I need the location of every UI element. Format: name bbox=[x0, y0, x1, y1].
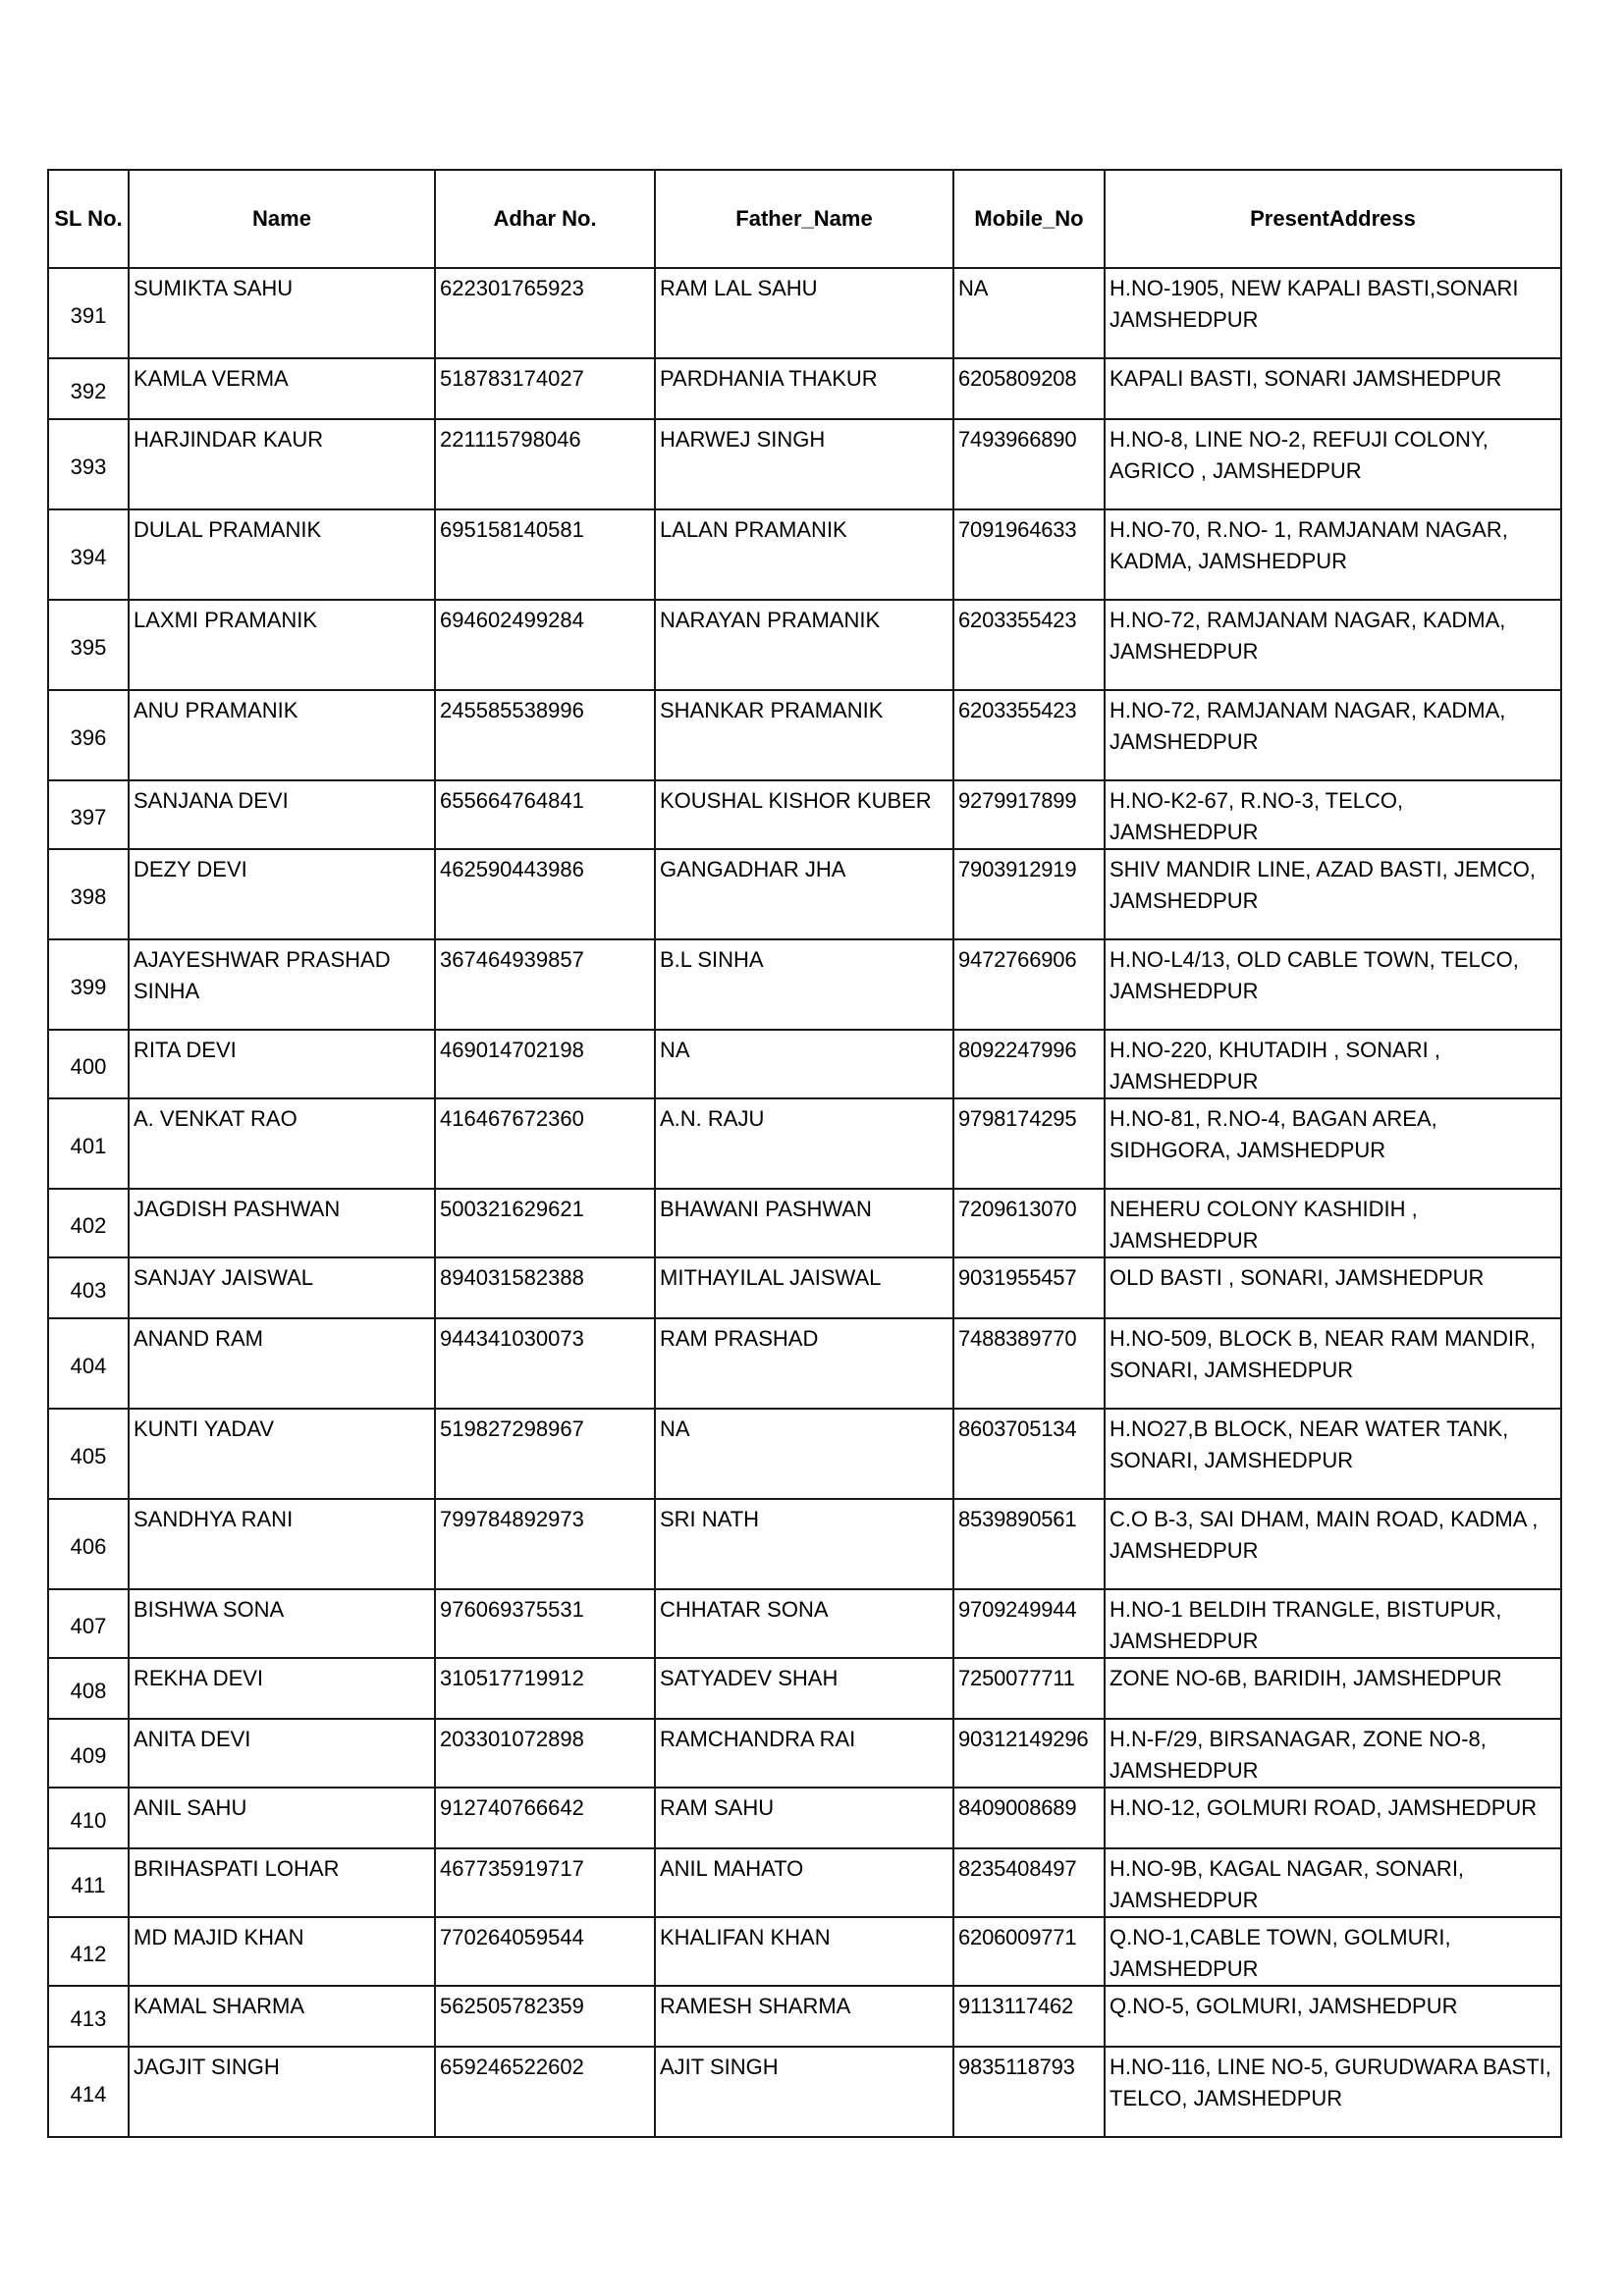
cell-name: KUNTI YADAV bbox=[129, 1409, 435, 1499]
table-row bbox=[48, 1409, 1561, 1499]
table-row bbox=[48, 1257, 1561, 1318]
cell-name: RITA DEVI bbox=[129, 1030, 435, 1098]
cell-mobile-no: 9709249944 bbox=[953, 1589, 1105, 1658]
cell-father-name: KOUSHAL KISHOR KUBER bbox=[655, 780, 953, 849]
cell-sl-no: 410 bbox=[48, 1788, 129, 1848]
cell-present-address: ZONE NO-6B, BARIDIH, JAMSHEDPUR bbox=[1105, 1658, 1561, 1719]
cell-adhar-no: 203301072898 bbox=[435, 1719, 655, 1788]
cell-present-address: H.NO-K2-67, R.NO-3, TELCO, JAMSHEDPUR bbox=[1105, 780, 1561, 849]
cell-name: KAMAL SHARMA bbox=[129, 1986, 435, 2047]
cell-mobile-no: 6205809208 bbox=[953, 358, 1105, 419]
cell-present-address: H.NO-L4/13, OLD CABLE TOWN, TELCO, JAMSHEDPUR bbox=[1105, 939, 1561, 1030]
cell-name: SANJAY JAISWAL bbox=[129, 1257, 435, 1318]
cell-father-name: A.N. RAJU bbox=[655, 1098, 953, 1189]
cell-sl-no: 406 bbox=[48, 1499, 129, 1589]
table-header-row bbox=[48, 170, 1561, 268]
cell-sl-no: 404 bbox=[48, 1318, 129, 1409]
cell-sl-no: 411 bbox=[48, 1848, 129, 1917]
cell-father-name: MITHAYILAL JAISWAL bbox=[655, 1257, 953, 1318]
cell-name: LAXMI PRAMANIK bbox=[129, 600, 435, 690]
cell-mobile-no: 7488389770 bbox=[953, 1318, 1105, 1409]
cell-sl-no: 408 bbox=[48, 1658, 129, 1719]
cell-adhar-no: 462590443986 bbox=[435, 849, 655, 939]
cell-present-address: H.NO-12, GOLMURI ROAD, JAMSHEDPUR bbox=[1105, 1788, 1561, 1848]
cell-adhar-no: 912740766642 bbox=[435, 1788, 655, 1848]
cell-adhar-no: 695158140581 bbox=[435, 509, 655, 600]
cell-father-name: SHANKAR PRAMANIK bbox=[655, 690, 953, 780]
cell-sl-no: 401 bbox=[48, 1098, 129, 1189]
cell-adhar-no: 799784892973 bbox=[435, 1499, 655, 1589]
cell-name: A. VENKAT RAO bbox=[129, 1098, 435, 1189]
cell-present-address: H.NO-116, LINE NO-5, GURUDWARA BASTI, TELCO, JAMSHEDPUR bbox=[1105, 2047, 1561, 2137]
table-row bbox=[48, 268, 1561, 358]
cell-father-name: PARDHANIA THAKUR bbox=[655, 358, 953, 419]
cell-sl-no: 400 bbox=[48, 1030, 129, 1098]
cell-sl-no: 397 bbox=[48, 780, 129, 849]
table-row bbox=[48, 1098, 1561, 1189]
table-row bbox=[48, 600, 1561, 690]
cell-father-name: B.L SINHA bbox=[655, 939, 953, 1030]
cell-sl-no: 392 bbox=[48, 358, 129, 419]
cell-name: JAGJIT SINGH bbox=[129, 2047, 435, 2137]
cell-present-address: Q.NO-1,CABLE TOWN, GOLMURI, JAMSHEDPUR bbox=[1105, 1917, 1561, 1986]
cell-mobile-no: 7493966890 bbox=[953, 419, 1105, 509]
table-row bbox=[48, 1318, 1561, 1409]
cell-mobile-no: 6203355423 bbox=[953, 600, 1105, 690]
cell-name: HARJINDAR KAUR bbox=[129, 419, 435, 509]
cell-present-address: H.N-F/29, BIRSANAGAR, ZONE NO-8, JAMSHEDPUR bbox=[1105, 1719, 1561, 1788]
cell-sl-no: 393 bbox=[48, 419, 129, 509]
table-row bbox=[48, 780, 1561, 849]
cell-adhar-no: 416467672360 bbox=[435, 1098, 655, 1189]
table-row bbox=[48, 1589, 1561, 1658]
cell-mobile-no: 7903912919 bbox=[953, 849, 1105, 939]
cell-adhar-no: 367464939857 bbox=[435, 939, 655, 1030]
table-body bbox=[48, 268, 1561, 2137]
cell-name: ANITA DEVI bbox=[129, 1719, 435, 1788]
cell-mobile-no: 7091964633 bbox=[953, 509, 1105, 600]
cell-father-name: RAMESH SHARMA bbox=[655, 1986, 953, 2047]
cell-adhar-no: 562505782359 bbox=[435, 1986, 655, 2047]
cell-mobile-no: 6203355423 bbox=[953, 690, 1105, 780]
table-row bbox=[48, 509, 1561, 600]
cell-father-name: BHAWANI PASHWAN bbox=[655, 1189, 953, 1257]
cell-mobile-no: 7250077711 bbox=[953, 1658, 1105, 1719]
cell-present-address: H.NO-9B, KAGAL NAGAR, SONARI, JAMSHEDPUR bbox=[1105, 1848, 1561, 1917]
table-row bbox=[48, 849, 1561, 939]
table-row bbox=[48, 939, 1561, 1030]
cell-present-address: KAPALI BASTI, SONARI JAMSHEDPUR bbox=[1105, 358, 1561, 419]
cell-present-address: SHIV MANDIR LINE, AZAD BASTI, JEMCO, JAMSHEDPUR bbox=[1105, 849, 1561, 939]
cell-name: KAMLA VERMA bbox=[129, 358, 435, 419]
table-row bbox=[48, 1917, 1561, 1986]
cell-adhar-no: 467735919717 bbox=[435, 1848, 655, 1917]
cell-mobile-no: 8235408497 bbox=[953, 1848, 1105, 1917]
cell-father-name: KHALIFAN KHAN bbox=[655, 1917, 953, 1986]
cell-father-name: RAM LAL SAHU bbox=[655, 268, 953, 358]
table-row bbox=[48, 1658, 1561, 1719]
cell-mobile-no: 9472766906 bbox=[953, 939, 1105, 1030]
cell-sl-no: 399 bbox=[48, 939, 129, 1030]
cell-sl-no: 413 bbox=[48, 1986, 129, 2047]
cell-mobile-no: 8409008689 bbox=[953, 1788, 1105, 1848]
cell-sl-no: 414 bbox=[48, 2047, 129, 2137]
cell-name: ANU PRAMANIK bbox=[129, 690, 435, 780]
cell-present-address: NEHERU COLONY KASHIDIH , JAMSHEDPUR bbox=[1105, 1189, 1561, 1257]
cell-adhar-no: 518783174027 bbox=[435, 358, 655, 419]
cell-mobile-no: 8603705134 bbox=[953, 1409, 1105, 1499]
cell-adhar-no: 221115798046 bbox=[435, 419, 655, 509]
cell-present-address: H.NO-1 BELDIH TRANGLE, BISTUPUR, JAMSHEDPUR bbox=[1105, 1589, 1561, 1658]
table-row bbox=[48, 1499, 1561, 1589]
cell-father-name: LALAN PRAMANIK bbox=[655, 509, 953, 600]
cell-mobile-no: 9835118793 bbox=[953, 2047, 1105, 2137]
cell-present-address: H.NO-1905, NEW KAPALI BASTI,SONARI JAMSHEDPUR bbox=[1105, 268, 1561, 358]
table-row bbox=[48, 358, 1561, 419]
cell-father-name: NA bbox=[655, 1409, 953, 1499]
table-row bbox=[48, 1848, 1561, 1917]
cell-adhar-no: 894031582388 bbox=[435, 1257, 655, 1318]
beneficiary-table bbox=[47, 169, 1562, 2138]
cell-mobile-no: 8539890561 bbox=[953, 1499, 1105, 1589]
cell-adhar-no: 500321629621 bbox=[435, 1189, 655, 1257]
cell-sl-no: 402 bbox=[48, 1189, 129, 1257]
cell-sl-no: 403 bbox=[48, 1257, 129, 1318]
cell-father-name: SATYADEV SHAH bbox=[655, 1658, 953, 1719]
cell-sl-no: 405 bbox=[48, 1409, 129, 1499]
cell-present-address: H.NO27,B BLOCK, NEAR WATER TANK, SONARI, JAMSHEDPUR bbox=[1105, 1409, 1561, 1499]
cell-father-name: AJIT SINGH bbox=[655, 2047, 953, 2137]
table-row bbox=[48, 1986, 1561, 2047]
cell-sl-no: 395 bbox=[48, 600, 129, 690]
cell-name: ANAND RAM bbox=[129, 1318, 435, 1409]
cell-adhar-no: 770264059544 bbox=[435, 1917, 655, 1986]
cell-father-name: NA bbox=[655, 1030, 953, 1098]
cell-sl-no: 396 bbox=[48, 690, 129, 780]
cell-name: REKHA DEVI bbox=[129, 1658, 435, 1719]
cell-father-name: SRI NATH bbox=[655, 1499, 953, 1589]
cell-present-address: H.NO-8, LINE NO-2, REFUJI COLONY, AGRICO , JAMSHEDPUR bbox=[1105, 419, 1561, 509]
cell-name: MD MAJID KHAN bbox=[129, 1917, 435, 1986]
cell-mobile-no: 9113117462 bbox=[953, 1986, 1105, 2047]
cell-present-address: OLD BASTI , SONARI, JAMSHEDPUR bbox=[1105, 1257, 1561, 1318]
cell-sl-no: 394 bbox=[48, 509, 129, 600]
cell-name: SUMIKTA SAHU bbox=[129, 268, 435, 358]
header-name: Name bbox=[129, 170, 435, 268]
cell-mobile-no: 8092247996 bbox=[953, 1030, 1105, 1098]
cell-sl-no: 412 bbox=[48, 1917, 129, 1986]
cell-father-name: ANIL MAHATO bbox=[655, 1848, 953, 1917]
cell-sl-no: 407 bbox=[48, 1589, 129, 1658]
cell-adhar-no: 622301765923 bbox=[435, 268, 655, 358]
cell-mobile-no: 7209613070 bbox=[953, 1189, 1105, 1257]
cell-present-address: H.NO-509, BLOCK B, NEAR RAM MANDIR, SONARI, JAMSHEDPUR bbox=[1105, 1318, 1561, 1409]
cell-adhar-no: 944341030073 bbox=[435, 1318, 655, 1409]
header-present-address: PresentAddress bbox=[1105, 170, 1561, 268]
cell-adhar-no: 245585538996 bbox=[435, 690, 655, 780]
cell-name: DULAL PRAMANIK bbox=[129, 509, 435, 600]
cell-mobile-no: 9279917899 bbox=[953, 780, 1105, 849]
table-row bbox=[48, 1189, 1561, 1257]
cell-name: SANJANA DEVI bbox=[129, 780, 435, 849]
cell-mobile-no: 90312149296 bbox=[953, 1719, 1105, 1788]
cell-mobile-no: NA bbox=[953, 268, 1105, 358]
cell-present-address: H.NO-72, RAMJANAM NAGAR, KADMA, JAMSHEDPUR bbox=[1105, 690, 1561, 780]
cell-name: ANIL SAHU bbox=[129, 1788, 435, 1848]
table-row bbox=[48, 2047, 1561, 2137]
cell-father-name: RAMCHANDRA RAI bbox=[655, 1719, 953, 1788]
header-father-name: Father_Name bbox=[655, 170, 953, 268]
cell-name: AJAYESHWAR PRASHAD SINHA bbox=[129, 939, 435, 1030]
cell-father-name: RAM PRASHAD bbox=[655, 1318, 953, 1409]
cell-adhar-no: 310517719912 bbox=[435, 1658, 655, 1719]
cell-father-name: HARWEJ SINGH bbox=[655, 419, 953, 509]
cell-name: BRIHASPATI LOHAR bbox=[129, 1848, 435, 1917]
cell-adhar-no: 659246522602 bbox=[435, 2047, 655, 2137]
cell-adhar-no: 469014702198 bbox=[435, 1030, 655, 1098]
cell-mobile-no: 6206009771 bbox=[953, 1917, 1105, 1986]
cell-father-name: NARAYAN PRAMANIK bbox=[655, 600, 953, 690]
cell-present-address: H.NO-72, RAMJANAM NAGAR, KADMA, JAMSHEDPUR bbox=[1105, 600, 1561, 690]
cell-father-name: RAM SAHU bbox=[655, 1788, 953, 1848]
header-sl-no: SL No. bbox=[48, 170, 129, 268]
cell-present-address: H.NO-70, R.NO- 1, RAMJANAM NAGAR, KADMA, JAMSHEDPUR bbox=[1105, 509, 1561, 600]
cell-father-name: CHHATAR SONA bbox=[655, 1589, 953, 1658]
cell-sl-no: 391 bbox=[48, 268, 129, 358]
header-mobile-no: Mobile_No bbox=[953, 170, 1105, 268]
cell-adhar-no: 694602499284 bbox=[435, 600, 655, 690]
cell-adhar-no: 519827298967 bbox=[435, 1409, 655, 1499]
table-row bbox=[48, 419, 1561, 509]
cell-mobile-no: 9798174295 bbox=[953, 1098, 1105, 1189]
cell-present-address: Q.NO-5, GOLMURI, JAMSHEDPUR bbox=[1105, 1986, 1561, 2047]
cell-name: SANDHYA RANI bbox=[129, 1499, 435, 1589]
table-row bbox=[48, 690, 1561, 780]
cell-father-name: GANGADHAR JHA bbox=[655, 849, 953, 939]
cell-name: DEZY DEVI bbox=[129, 849, 435, 939]
cell-adhar-no: 655664764841 bbox=[435, 780, 655, 849]
cell-present-address: H.NO-220, KHUTADIH , SONARI , JAMSHEDPUR bbox=[1105, 1030, 1561, 1098]
cell-present-address: C.O B-3, SAI DHAM, MAIN ROAD, KADMA , JAMSHEDPUR bbox=[1105, 1499, 1561, 1589]
header-adhar-no: Adhar No. bbox=[435, 170, 655, 268]
table-row bbox=[48, 1719, 1561, 1788]
table-row bbox=[48, 1030, 1561, 1098]
cell-sl-no: 409 bbox=[48, 1719, 129, 1788]
cell-sl-no: 398 bbox=[48, 849, 129, 939]
cell-name: BISHWA SONA bbox=[129, 1589, 435, 1658]
cell-mobile-no: 9031955457 bbox=[953, 1257, 1105, 1318]
cell-adhar-no: 976069375531 bbox=[435, 1589, 655, 1658]
cell-name: JAGDISH PASHWAN bbox=[129, 1189, 435, 1257]
cell-present-address: H.NO-81, R.NO-4, BAGAN AREA, SIDHGORA, JAMSHEDPUR bbox=[1105, 1098, 1561, 1189]
table-row bbox=[48, 1788, 1561, 1848]
